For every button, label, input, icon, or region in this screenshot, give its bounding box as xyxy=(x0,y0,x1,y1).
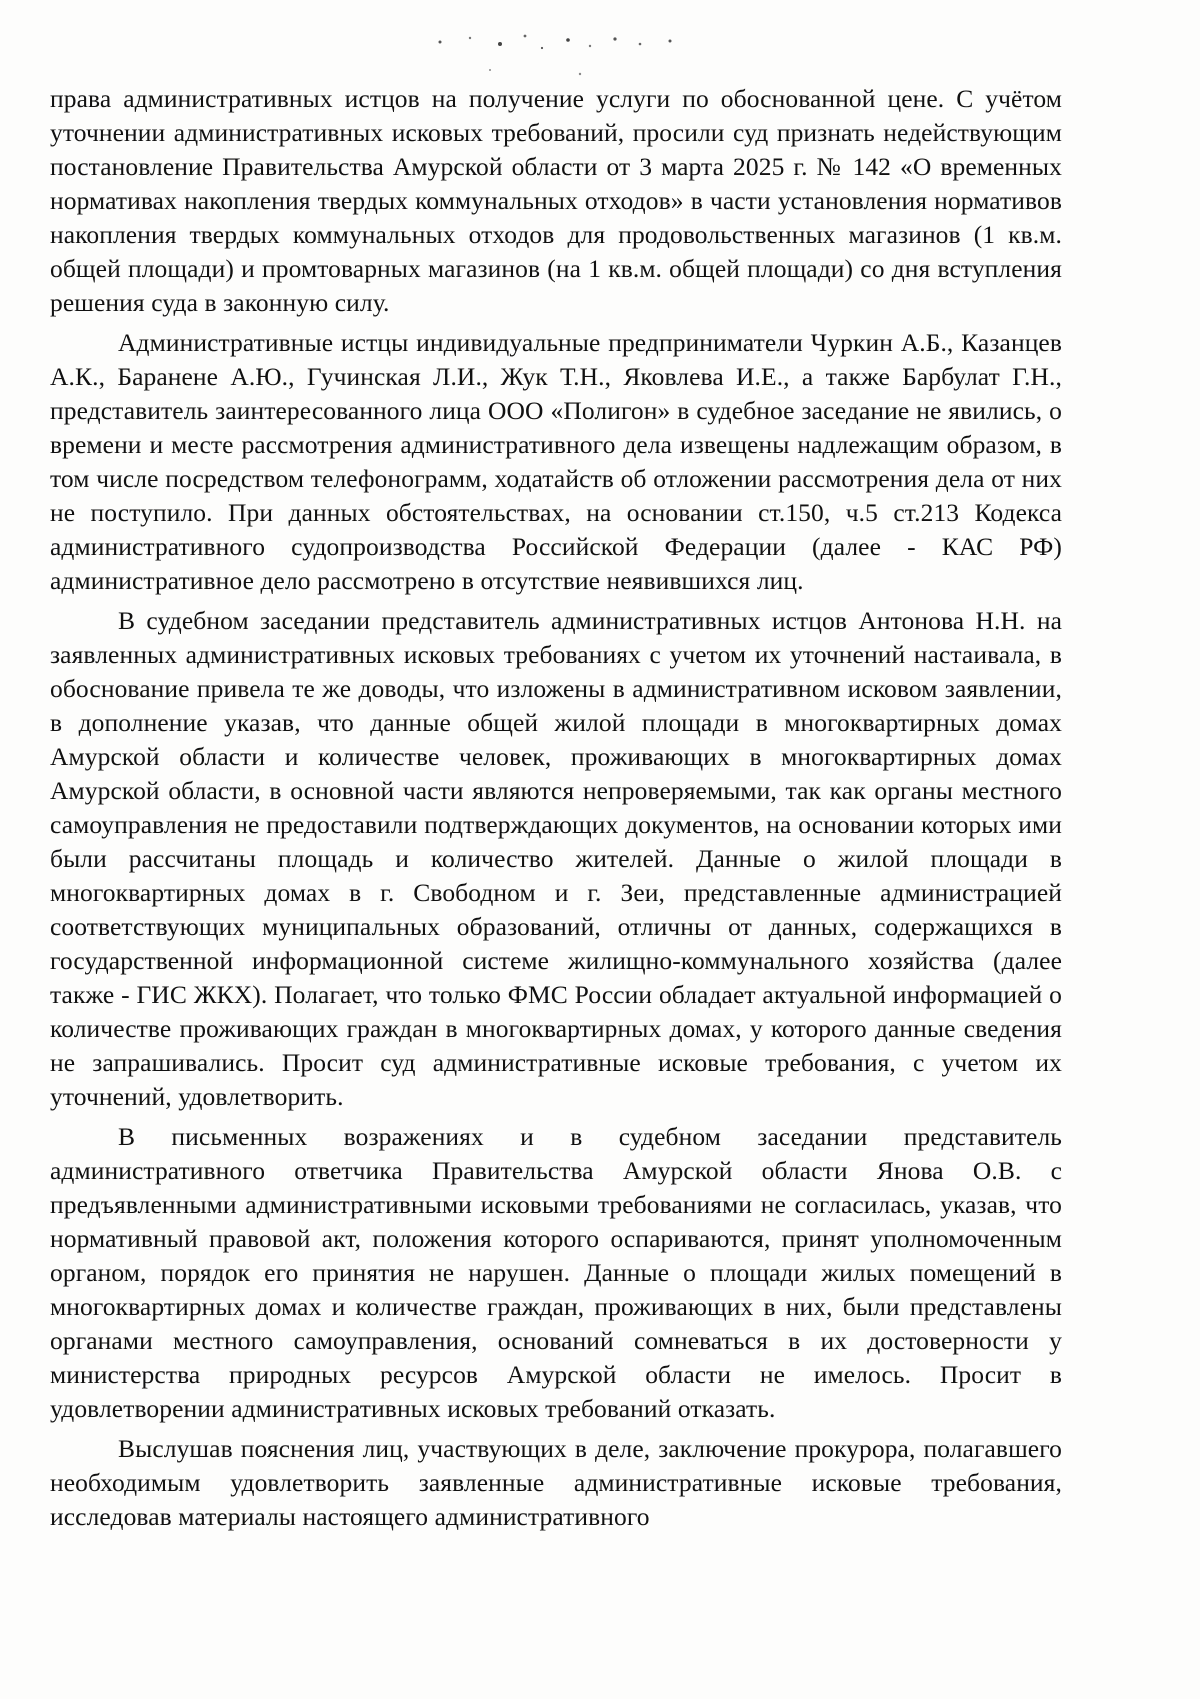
scan-artifact-specks xyxy=(430,30,690,90)
paragraph-1: права административных истцов на получение услуги по обоснованной цене. С учётом уточнении административных исковых требований, просили суд признать недействующим постановление Правительства Амурской области от 3 марта 2025 г. № 142 «О временных нормативах накопления твердых коммунальных отходов» в части установления нормативов накопления твердых коммунальных отходов для продовольственных магазинов (1 кв.м. общей площади) и промтоварных магазинов (на 1 кв.м. общей площади) со дня вступления решения суда в законную силу. xyxy=(50,84,1062,317)
paragraph-2: Административные истцы индивидуальные предприниматели Чуркин А.Б., Казанцев А.К., Баранене А.Ю., Гучинская Л.И., Жук Т.Н., Яковлева И.Е., а также Барбулат Г.Н., представитель заинтересованного лица ООО «Полигон» в судебное заседание не явились, о времени и месте рассмотрения административного дела извещены надлежащим образом, в том числе посредством телефонограмм, ходатайств об отложении рассмотрения дела от них не поступило. При данных обстоятельствах, на основании ст.150, ч.5 ст.213 Кодекса административного судопроизводства Российской Федерации (далее - КАС РФ) административное дело рассмотрено в отсутствие неявившихся лиц. xyxy=(50,328,1062,595)
paragraph-4: В письменных возражениях и в судебном заседании представитель административного ответчика Правительства Амурской области Янова О.В. с предъявленными административными исковыми требованиями не согласилась, указав, что нормативный правовой акт, положения которого оспариваются, принят уполномоченным органом, порядок его принятия не нарушен. Данные о площади жилых помещений в многоквартирных домах и количестве граждан, проживающих в них, были представлены органами местного самоуправления, оснований сомневаться в их достоверности у министерства природных ресурсов Амурской области не имелось. Просит в удовлетворении административных исковых требований отказать. xyxy=(50,1122,1062,1423)
paragraph-3: В судебном заседании представитель административных истцов Антонова Н.Н. на заявленных административных исковых требованиях с учетом их уточнений настаивала, в обоснование привела те же доводы, что изложены в административном исковом заявлении, в дополнение указав, что данные общей жилой площади в многоквартирных домах Амурской области и количестве человек, проживающих в многоквартирных домах Амурской области, в основной части являются непроверяемыми, так как органы местного самоуправления не предоставили подтверждающих документов, на основании которых ими были рассчитаны площадь и количество жителей. Данные о жилой площади в многоквартирных домах в г. Свободном и г. Зеи, представленные администрацией соответствующих муниципальных образований, отличны от данных, содержащихся в государственной информационной системе жилищно-коммунального хозяйства (далее также - ГИС ЖКХ). Полагает, что только ФМС России обладает актуальной информацией о количестве проживающих граждан в многоквартирных домах, у которого данные сведения не запрашивались. Просит суд административные исковые требования, с учетом их уточнений, удовлетворить. xyxy=(50,606,1062,1111)
document-body xyxy=(50,82,1062,1534)
paragraph-5: Выслушав пояснения лиц, участвующих в деле, заключение прокурора, полагавшего необходимым удовлетворить заявленные административные исковые требования, исследовав материалы настоящего административного xyxy=(50,1434,1062,1531)
